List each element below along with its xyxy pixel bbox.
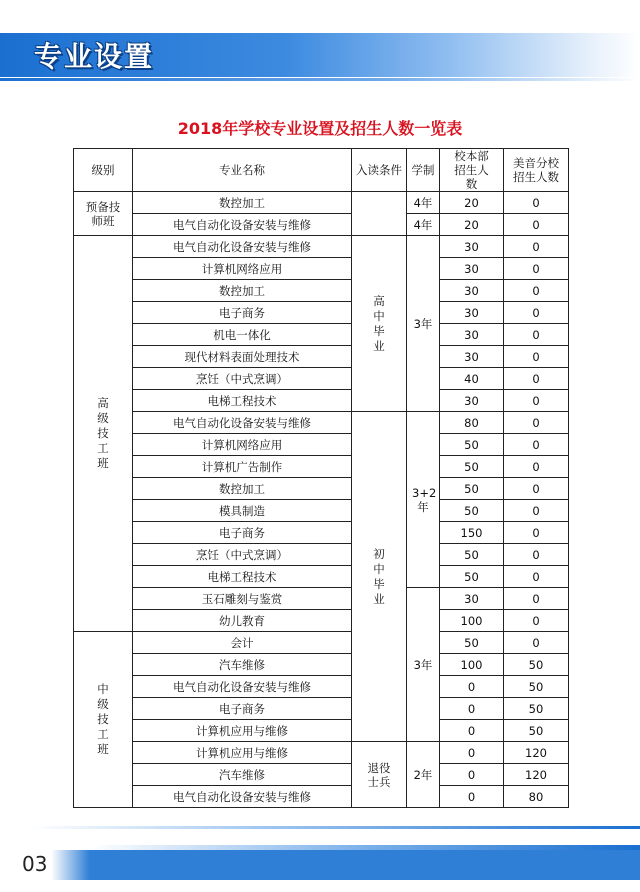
level-cell-mid [74,632,133,808]
major-cell: 电气自动化设备安装与维修 [133,214,352,236]
branch-count-cell: 0 [504,588,569,610]
major-cell: 计算机网络应用 [133,258,352,280]
major-cell: 汽车维修 [133,764,352,786]
table-row [74,522,569,544]
branch-count-cell: 0 [504,478,569,500]
main-count-cell: 0 [440,742,504,764]
table-header-row [74,149,569,192]
major-cell: 会计 [133,632,352,654]
main-count-cell: 30 [440,588,504,610]
table-row [74,368,569,390]
table-row [74,588,569,610]
page-number: 03 [22,852,48,876]
table-row [74,544,569,566]
table-row [74,610,569,632]
main-count-cell: 30 [440,324,504,346]
main-count-cell: 50 [440,544,504,566]
table-row [74,500,569,522]
branch-count-cell: 0 [504,368,569,390]
table-row [74,764,569,786]
main-count-cell: 30 [440,346,504,368]
branch-count-cell: 0 [504,632,569,654]
branch-count-cell: 0 [504,500,569,522]
entry-cell-hs [352,236,407,412]
years-cell: 4年 [407,192,440,214]
branch-count-cell: 0 [504,346,569,368]
major-cell: 电气自动化设备安装与维修 [133,786,352,808]
major-cell: 电气自动化设备安装与维修 [133,236,352,258]
table-row [74,214,569,236]
major-cell: 机电一体化 [133,324,352,346]
table-row [74,478,569,500]
branch-count-cell: 0 [504,456,569,478]
document-title: 2018年学校专业设置及招生人数一览表 [177,119,463,138]
table-row [74,192,569,214]
major-cell: 数控加工 [133,280,352,302]
col-header-main-campus [440,149,504,192]
major-cell: 现代材料表面处理技术 [133,346,352,368]
years-cell-2: 2年 [407,742,440,808]
main-count-cell: 30 [440,280,504,302]
major-cell: 数控加工 [133,478,352,500]
main-count-cell: 50 [440,632,504,654]
main-count-cell: 50 [440,456,504,478]
branch-count-cell: 120 [504,764,569,786]
table-row [74,280,569,302]
table-row [74,324,569,346]
table-row [74,412,569,434]
table-row [74,698,569,720]
section-title: 专业设置 [34,40,155,73]
major-cell: 计算机应用与维修 [133,720,352,742]
branch-count-cell: 0 [504,544,569,566]
enrollment-table [73,148,569,808]
col-header-years: 学制 [407,149,440,192]
table-row [74,236,569,258]
table-row [74,302,569,324]
branch-count-cell: 50 [504,654,569,676]
main-count-cell: 150 [440,522,504,544]
major-cell: 烹饪（中式烹调） [133,368,352,390]
branch-count-cell: 0 [504,280,569,302]
main-count-cell: 30 [440,302,504,324]
branch-count-cell: 0 [504,610,569,632]
main-count-cell: 20 [440,192,504,214]
branch-count-cell: 0 [504,324,569,346]
main-count-cell: 100 [440,610,504,632]
major-cell: 数控加工 [133,192,352,214]
major-cell: 计算机网络应用 [133,434,352,456]
col-header-level: 级别 [74,149,133,192]
table-row [74,346,569,368]
branch-count-cell: 50 [504,720,569,742]
table-row [74,654,569,676]
branch-count-cell: 0 [504,390,569,412]
branch-count-cell: 0 [504,236,569,258]
table-row [74,566,569,588]
entry-cell-empty [352,192,407,236]
major-cell: 电梯工程技术 [133,390,352,412]
main-count-cell: 100 [440,654,504,676]
branch-count-cell: 0 [504,412,569,434]
table-row [74,456,569,478]
level-prep-label: 预备技师班 [85,199,121,228]
major-cell: 玉石雕刻与鉴赏 [133,588,352,610]
branch-count-cell: 0 [504,522,569,544]
level-cell-senior [74,236,133,632]
entry-cell-ms [352,412,407,742]
major-cell: 烹饪（中式烹调） [133,544,352,566]
main-count-cell: 30 [440,236,504,258]
col-header-major: 专业名称 [133,149,352,192]
years-cell-32 [407,412,440,588]
main-count-cell: 0 [440,698,504,720]
major-cell: 计算机广告制作 [133,456,352,478]
table-row [74,258,569,280]
table-row [74,632,569,654]
branch-count-cell: 0 [504,566,569,588]
years-32-label: 3+2年 [412,485,437,514]
main-count-cell: 50 [440,478,504,500]
years-cell-3b: 3年 [407,588,440,742]
major-cell: 幼儿教育 [133,610,352,632]
table-row [74,390,569,412]
col-header-branch-campus-label: 美音分校招生人数 [513,156,559,184]
major-cell: 汽车维修 [133,654,352,676]
footer-stripe [30,826,640,829]
branch-count-cell: 0 [504,214,569,236]
col-header-entry: 入读条件 [352,149,407,192]
main-count-cell: 0 [440,676,504,698]
major-cell: 模具制造 [133,500,352,522]
branch-count-cell: 0 [504,434,569,456]
entry-ms-label: 初中毕业 [373,546,385,606]
main-count-cell: 50 [440,566,504,588]
major-cell: 电梯工程技术 [133,566,352,588]
entry-hs-label: 高中毕业 [373,293,385,353]
major-cell: 电气自动化设备安装与维修 [133,676,352,698]
main-count-cell: 40 [440,368,504,390]
major-cell: 电子商务 [133,522,352,544]
major-cell: 计算机应用与维修 [133,742,352,764]
main-count-cell: 30 [440,258,504,280]
branch-count-cell: 0 [504,192,569,214]
branch-count-cell: 80 [504,786,569,808]
footer-bar [0,850,640,880]
main-count-cell: 0 [440,720,504,742]
entry-vet-label: 退役士兵 [367,760,391,789]
main-count-cell: 0 [440,764,504,786]
branch-count-cell: 50 [504,698,569,720]
years-cell-3a: 3年 [407,236,440,412]
branch-count-cell: 120 [504,742,569,764]
table-row [74,786,569,808]
table-row [74,742,569,764]
major-cell: 电气自动化设备安装与维修 [133,412,352,434]
level-mid-label: 中级技工班 [97,682,109,756]
entry-cell-vet [352,742,407,808]
main-count-cell: 50 [440,434,504,456]
main-count-cell: 50 [440,500,504,522]
header-underline [0,78,640,81]
main-count-cell: 0 [440,786,504,808]
years-cell: 4年 [407,214,440,236]
table-row [74,434,569,456]
table-row [74,720,569,742]
branch-count-cell: 50 [504,676,569,698]
major-cell: 电子商务 [133,698,352,720]
table-row [74,676,569,698]
main-count-cell: 20 [440,214,504,236]
level-senior-label: 高级技工班 [97,396,109,470]
col-header-branch-campus [504,149,569,192]
level-cell-prep [74,192,133,236]
major-cell: 电子商务 [133,302,352,324]
main-count-cell: 30 [440,390,504,412]
branch-count-cell: 0 [504,302,569,324]
branch-count-cell: 0 [504,258,569,280]
col-header-main-campus-label: 校本部招生人数 [454,149,489,191]
main-count-cell: 80 [440,412,504,434]
